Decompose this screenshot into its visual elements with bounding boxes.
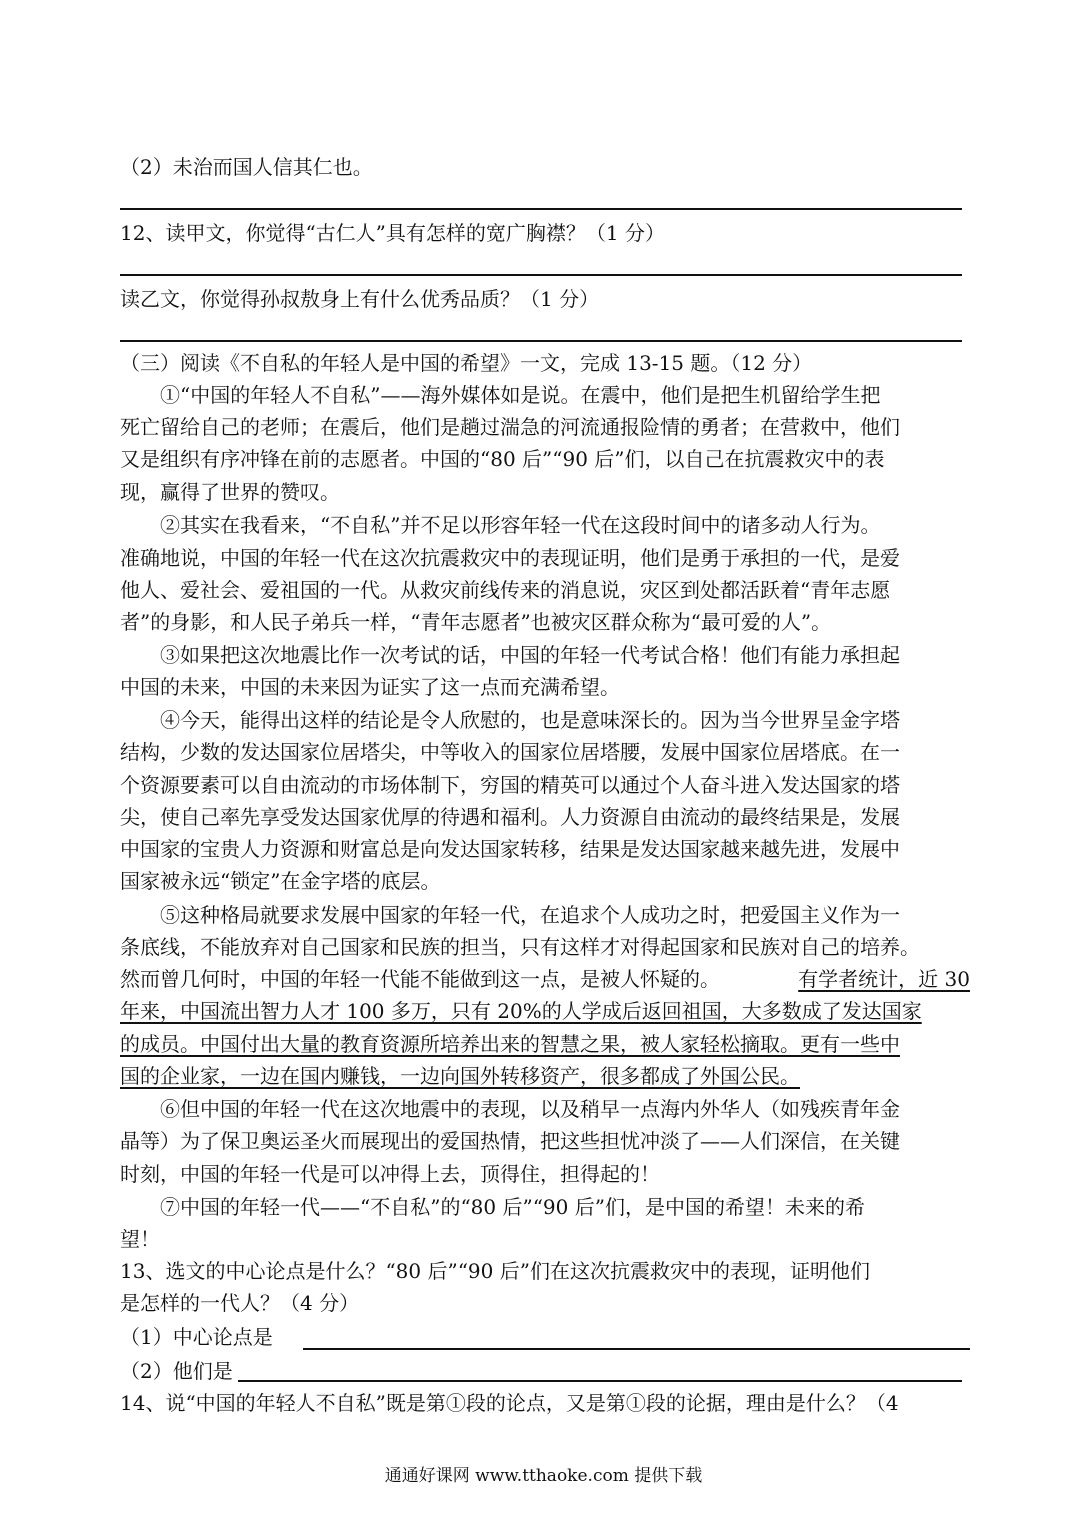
paragraph-line: 国家被永远“锁定”在金字塔的底层。 <box>120 869 441 893</box>
q14-question: 14、说“中国的年轻人不自私”既是第①段的论点，又是第①段的论据，理由是什么？（4 <box>120 1391 899 1415</box>
answer-line <box>120 208 962 210</box>
paragraph-line: ③如果把这次地震比作一次考试的话，中国的年轻一代考试合格！他们有能力承担起 <box>160 643 900 667</box>
paragraph-line: 尖，使自己率先享受发达国家优厚的待遇和福利。人力资源自由流动的最终结果是，发展 <box>120 805 900 829</box>
q11-part2: （2）未治而国人信其仁也。 <box>120 155 373 179</box>
q13-sub2-label: （2）他们是 <box>120 1359 233 1383</box>
paragraph-line: 又是组织有序冲锋在前的志愿者。中国的“80 后”“90 后”们，以自己在抗震救灾中的表 <box>120 447 885 471</box>
q13-part-b: 是怎样的一代人？（4 分） <box>120 1291 360 1315</box>
paragraph-line: 个资源要素可以自由流动的市场体制下，穷国的精英可以通过个人奋斗进入发达国家的塔 <box>120 773 900 797</box>
paragraph-line: 晶等）为了保卫奥运圣火而展现出的爱国热情，把这些担忧冲淡了——人们深信，在关键 <box>120 1129 900 1153</box>
q12-part-a: 12、读甲文，你觉得“古仁人”具有怎样的宽广胸襟？（1 分） <box>120 221 665 245</box>
paragraph-line: ④今天，能得出这样的结论是令人欣慰的，也是意味深长的。因为当今世界呈金字塔 <box>160 708 900 732</box>
paragraph-line: 现，赢得了世界的赞叹。 <box>120 480 340 504</box>
q13-part-a: 13、选文的中心论点是什么？“80 后”“90 后”们在这次抗震救灾中的表现，证明他们 <box>120 1259 870 1283</box>
underlined-evidence-start: 有学者统计，近 30 <box>798 967 970 991</box>
q13-sub1-answer-line[interactable] <box>303 1348 970 1350</box>
q13-sub1-label: （1）中心论点是 <box>120 1325 273 1349</box>
paragraph-line: 中国家的宝贵人力资源和财富总是向发达国家转移，结果是发达国家越来越先进，发展中 <box>120 837 900 861</box>
paragraph-line: 时刻，中国的年轻一代是可以冲得上去，顶得住，担得起的！ <box>120 1162 660 1186</box>
paragraph-line: 结构，少数的发达国家位居塔尖，中等收入的国家位居塔腰，发展中国家位居塔底。在一 <box>120 740 900 764</box>
answer-line <box>120 274 962 276</box>
paragraph-line: 然而曾几何时，中国的年轻一代能不能做到这一点，是被人怀疑的。 <box>120 967 720 991</box>
paragraph-line: 者”的身影，和人民子弟兵一样，“青年志愿者”也被灾区群众称为“最可爱的人”。 <box>120 610 832 634</box>
paragraph-line: 他人、爱社会、爱祖国的一代。从救灾前线传来的消息说，灾区到处都活跃着“青年志愿 <box>120 578 891 602</box>
paragraph-line: ⑥但中国的年轻一代在这次地震中的表现，以及稍早一点海内外华人（如残疾青年金 <box>160 1097 900 1121</box>
paragraph-line: ⑦中国的年轻一代——“不自私”的“80 后”“90 后”们，是中国的希望！未来的希 <box>160 1195 865 1219</box>
answer-line <box>120 340 962 342</box>
q13-sub2-answer-line[interactable] <box>238 1380 962 1382</box>
page-footer: 通通好课网 www.tthaoke.com 提供下载 <box>384 1466 703 1486</box>
underlined-evidence-line: 的成员。中国付出大量的教育资源所培养出来的智慧之果，被人家轻松摘取。更有一些中 <box>120 1032 900 1056</box>
paragraph-line: 死亡留给自己的老师；在震后，他们是趟过湍急的河流通报险情的勇者；在营救中，他们 <box>120 415 900 439</box>
paragraph-line: ②其实在我看来，“不自私”并不足以形容年轻一代在这段时间中的诸多动人行为。 <box>160 513 881 537</box>
paragraph-line: 条底线，不能放弃对自己国家和民族的担当，只有这样才对得起国家和民族对自己的培养。 <box>120 935 920 959</box>
underlined-evidence-line: 年来，中国流出智力人才 100 多万，只有 20%的人学成后返回祖国，大多数成了发达国家 <box>120 999 922 1023</box>
paragraph-line: 准确地说，中国的年轻一代在这次抗震救灾中的表现证明，他们是勇于承担的一代，是爱 <box>120 546 900 570</box>
section3-heading: （三）阅读《不自私的年轻人是中国的希望》一文，完成 13-15 题。（12 分） <box>120 351 813 375</box>
paragraph-line: ⑤这种格局就要求发展中国家的年轻一代，在追求个人成功之时，把爱国主义作为一 <box>160 903 900 927</box>
paragraph-line: 望！ <box>120 1227 160 1251</box>
paragraph-line: 中国的未来，中国的未来因为证实了这一点而充满希望。 <box>120 675 620 699</box>
q12-part-b: 读乙文，你觉得孙叔敖身上有什么优秀品质？（1 分） <box>120 287 600 311</box>
paragraph-line: ①“中国的年轻人不自私”——海外媒体如是说。在震中，他们是把生机留给学生把 <box>160 383 881 407</box>
underlined-evidence-line: 国的企业家，一边在国内赚钱，一边向国外转移资产，很多都成了外国公民。 <box>120 1064 800 1088</box>
